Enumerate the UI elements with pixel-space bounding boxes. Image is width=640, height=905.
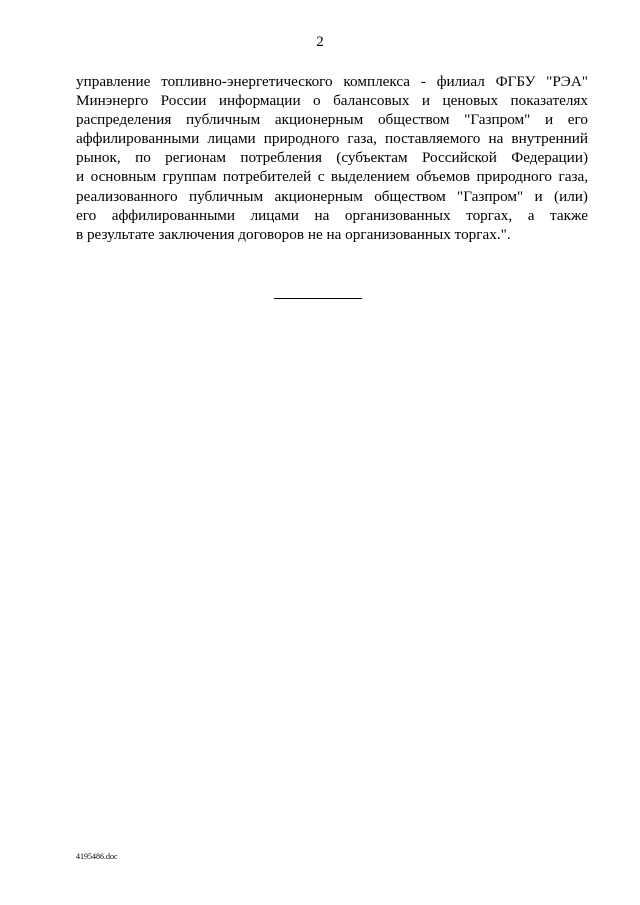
- text-line: Минэнерго России информации о балансовых и ценовых показателях: [76, 92, 588, 110]
- body-paragraph: [76, 72, 588, 244]
- text-line: аффилированными лицами природного газа, поставляемого на внутренний: [76, 130, 588, 148]
- closing-divider: [274, 298, 362, 299]
- text-line: реализованного публичным акционерным обществом "Газпром" и (или): [76, 187, 588, 205]
- text-line: в результате заключения договоров не на организованных торгах.".: [76, 225, 511, 243]
- document-file-code: 4195486.doc: [76, 852, 118, 861]
- text-line: рынок, по регионам потребления (субъектам Российской Федерации): [76, 149, 588, 167]
- text-line: управление топливно-энергетического комплекса - филиал ФГБУ "РЭА": [76, 73, 588, 90]
- text-line: его аффилированными лицами на организованных торгах, а также: [76, 206, 588, 224]
- page-number: 2: [316, 34, 324, 50]
- text-line: и основным группам потребителей с выделением объемов природного газа,: [76, 168, 588, 186]
- text-line: распределения публичным акционерным обществом "Газпром" и его: [76, 111, 588, 129]
